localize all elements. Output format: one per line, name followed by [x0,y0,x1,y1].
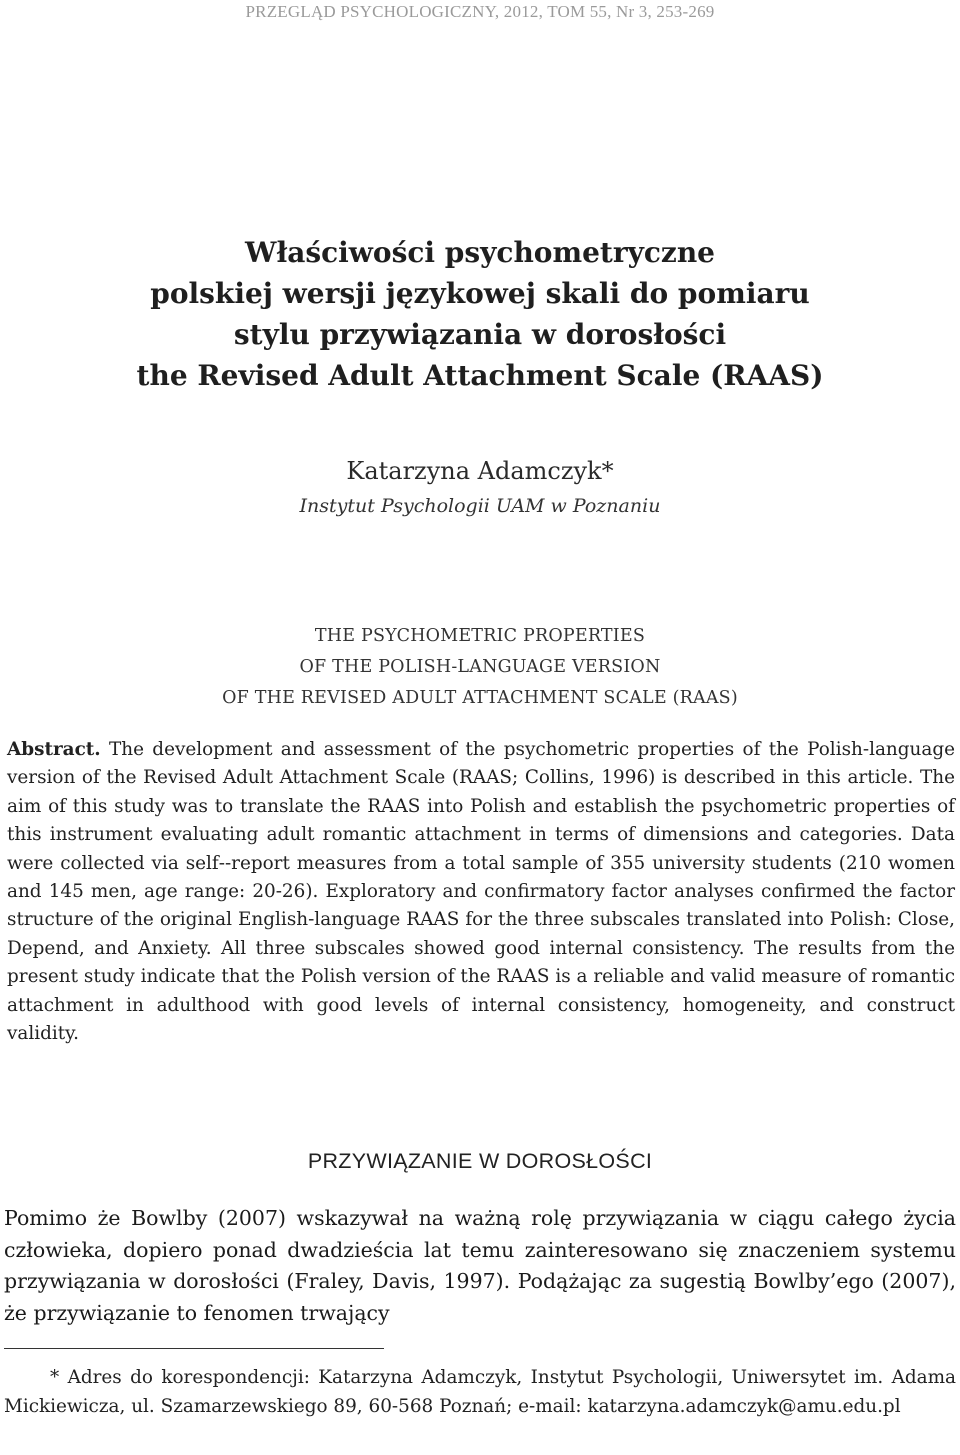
english-title [0,621,960,714]
abstract-text: The development and assessment of the psychometric properties of the Polish-language version of the Revised Adult Attachment Scale (RAAS; Collins, 1996) is described in this article. The aim of this study was to translate the RAAS into Polish and establish the psychometric properties of this instrument evaluating adult romantic attachment in terms of dimensions and categories. Data were collected via self‑-report measures from a total sample of 355 university students (210 women and 145 men, age range: 20-26). Exploratory and confirmatory factor analyses confirmed the factor structure of the original English-language RAAS for the three subscales translated into Polish: Close, Depend, and Anxiety. All three subscales showed good internal consistency. The results from the present study indicate that the Polish version of the RAAS is a reliable and valid measure of romantic attachment in adulthood with good levels of internal consistency, homogeneity, and construct validity. [7,739,955,1045]
english-title-line: OF THE REVISED ADULT ATTACHMENT SCALE (RAAS) [222,688,738,708]
abstract-label: Abstract. [7,739,101,760]
abstract [7,736,955,1048]
title-line: Właściwości psychometryczne [245,236,715,269]
english-title-line: OF THE POLISH-LANGUAGE VERSION [299,657,661,677]
footnote: * Adres do korespondencji: Katarzyna Adamczyk, Instytut Psychologii, Uniwersytet im. Adama Mickiewicza, ul. Szamarzewskiego 89, 60-568 Poznań; e-mail: katarzyna.adamczyk@amu.edu.pl [4,1367,956,1417]
body-paragraph: Pomimo że Bowlby (2007) wskazywał na ważną rolę przywiązania w ciągu całego życia człowieka, dopiero ponad dwadzieścia lat temu zainteresowano się znaczeniem systemu przywiązania w dorosłości (Fraley, Davis, 1997). Podążając za sugestią Bowlby’ego (2007), że przywiązanie to fenomen trwający [4,1206,956,1325]
author-name: Katarzyna Adamczyk* [346,457,614,485]
journal-header: PRZEGLĄD PSYCHOLOGICZNY, 2012, TOM 55, Nr 3, 253-269 [245,2,715,21]
section-heading: PRZYWIĄZANIE W DOROSŁOŚCI [307,1149,653,1173]
title-line: polskiej wersji językowej skali do pomiaru [150,277,810,310]
english-title-line: THE PSYCHOMETRIC PROPERTIES [314,626,646,646]
footnote-divider [4,1348,384,1349]
article-title [0,232,960,396]
author-affiliation: Instytut Psychologii UAM w Poznaniu [299,495,661,517]
title-line: the Revised Adult Attachment Scale (RAAS) [136,359,824,392]
title-line: stylu przywiązania w dorosłości [233,318,727,351]
